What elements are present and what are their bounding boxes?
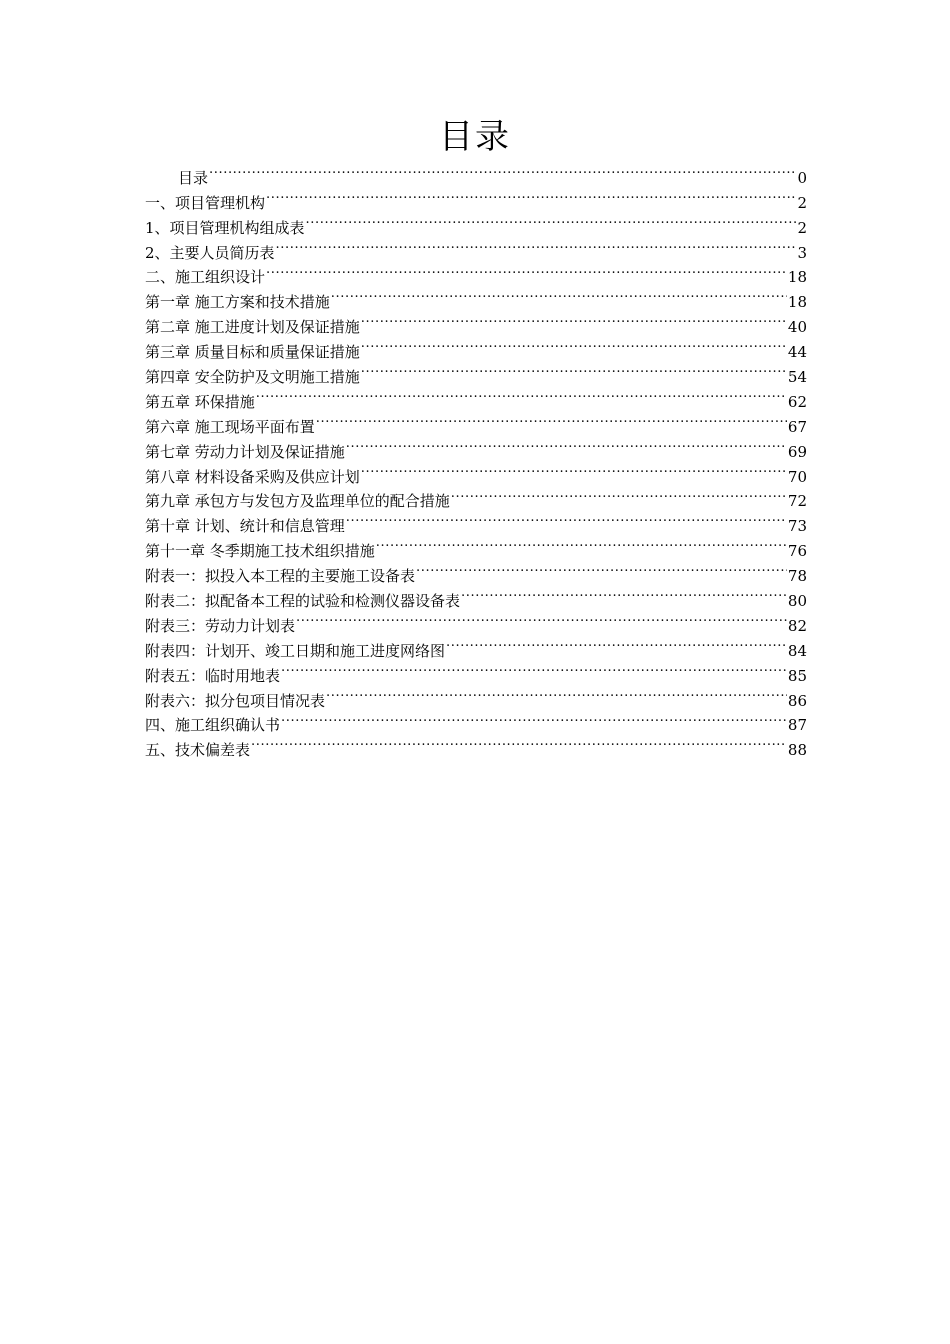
toc-entry-page-number: 86 <box>787 691 807 710</box>
toc-entry-page-number: 44 <box>787 343 807 362</box>
toc-entry-page-number: 18 <box>787 268 807 287</box>
toc-entry-page-number: 85 <box>787 666 807 685</box>
toc-entry-page-number: 88 <box>787 741 807 760</box>
toc-entry-page-number: 73 <box>787 517 807 536</box>
toc-entry-page-number: 0 <box>797 168 807 187</box>
toc-dot-leader <box>346 432 787 457</box>
toc-dot-leader <box>361 332 787 357</box>
toc-dot-leader <box>266 183 796 208</box>
toc-entry-page-number: 80 <box>787 592 807 611</box>
toc-entry-label: 附表四：计划开、竣工日期和施工进度网络图 <box>145 641 446 660</box>
toc-entry-label: 第八章 材料设备采购及供应计划 <box>145 467 360 486</box>
toc-entry-label: 二、施工组织设计 <box>145 268 266 287</box>
toc-entry-page-number: 62 <box>787 392 807 411</box>
toc-title: 目录 <box>439 117 511 157</box>
toc-dot-leader <box>446 631 787 656</box>
toc-entry-label: 第五章 环保措施 <box>145 392 255 411</box>
toc-entry-label: 1、项目管理机构组成表 <box>145 218 305 237</box>
toc-entry-label: 第四章 安全防护及文明施工措施 <box>145 368 360 387</box>
toc-dot-leader <box>346 506 787 531</box>
toc-entry-label: 第二章 施工进度计划及保证措施 <box>145 318 360 337</box>
toc-entry-page-number: 18 <box>787 293 807 312</box>
toc-entry-page-number: 40 <box>787 318 807 337</box>
toc-dot-leader <box>326 681 787 706</box>
toc-entry-label: 第九章 承包方与发包方及监理单位的配合措施 <box>145 492 450 511</box>
toc-entry-label: 第六章 施工现场平面布置 <box>145 417 315 436</box>
toc-entry-page-number: 72 <box>787 492 807 511</box>
toc-entry-label: 第十章 计划、统计和信息管理 <box>145 517 345 536</box>
toc-dot-leader <box>256 382 787 407</box>
toc-entry-page-number: 76 <box>787 542 807 561</box>
toc-entry-label: 第一章 施工方案和技术措施 <box>145 293 330 312</box>
toc-dot-leader <box>209 158 796 183</box>
toc-entry-page-number: 70 <box>787 467 807 486</box>
toc-dot-leader <box>376 531 787 556</box>
toc-entry-label: 五、技术偏差表 <box>145 741 251 760</box>
toc-dot-leader <box>361 457 787 482</box>
toc-entry[interactable] <box>145 158 807 187</box>
toc-dot-leader <box>266 258 787 283</box>
toc-entry-page-number: 54 <box>787 368 807 387</box>
toc-entry-label: 第十一章 冬季期施工技术组织措施 <box>145 542 375 561</box>
toc-list <box>145 158 807 760</box>
toc-entry-label: 附表五：临时用地表 <box>145 666 281 685</box>
toc-entry-label: 一、项目管理机构 <box>145 193 266 212</box>
toc-dot-leader <box>281 706 787 731</box>
toc-dot-leader <box>251 730 787 755</box>
toc-entry-page-number: 2 <box>797 218 807 237</box>
toc-dot-leader <box>296 606 787 631</box>
toc-entry-label: 第三章 质量目标和质量保证措施 <box>145 343 360 362</box>
toc-entry-page-number: 87 <box>787 716 807 735</box>
toc-entry-page-number: 69 <box>787 442 807 461</box>
toc-entry-page-number: 78 <box>787 567 807 586</box>
toc-dot-leader <box>461 581 787 606</box>
toc-entry-label: 附表一：拟投入本工程的主要施工设备表 <box>145 567 416 586</box>
toc-dot-leader <box>361 307 787 332</box>
toc-dot-leader <box>361 357 787 382</box>
toc-entry-label: 四、施工组织确认书 <box>145 716 281 735</box>
toc-dot-leader <box>306 208 797 233</box>
toc-entry-page-number: 82 <box>787 616 807 635</box>
toc-entry-page-number: 2 <box>797 193 807 212</box>
toc-dot-leader <box>316 407 787 432</box>
toc-dot-leader <box>416 556 787 581</box>
toc-entry-label: 附表六：拟分包项目情况表 <box>145 691 326 710</box>
toc-entry-label: 2、主要人员简历表 <box>145 243 275 262</box>
toc-entry-page-number: 3 <box>797 243 807 262</box>
toc-dot-leader <box>331 282 787 307</box>
toc-entry-page-number: 67 <box>787 417 807 436</box>
toc-entry-label: 目录 <box>178 168 209 187</box>
toc-dot-leader <box>281 656 787 681</box>
toc-dot-leader <box>276 233 797 258</box>
toc-entry-page-number: 84 <box>787 641 807 660</box>
toc-entry-label: 附表二：拟配备本工程的试验和检测仪器设备表 <box>145 592 461 611</box>
toc-entry-label: 附表三：劳动力计划表 <box>145 616 296 635</box>
toc-dot-leader <box>451 482 787 507</box>
toc-entry[interactable] <box>145 183 807 212</box>
toc-entry-label: 第七章 劳动力计划及保证措施 <box>145 442 345 461</box>
